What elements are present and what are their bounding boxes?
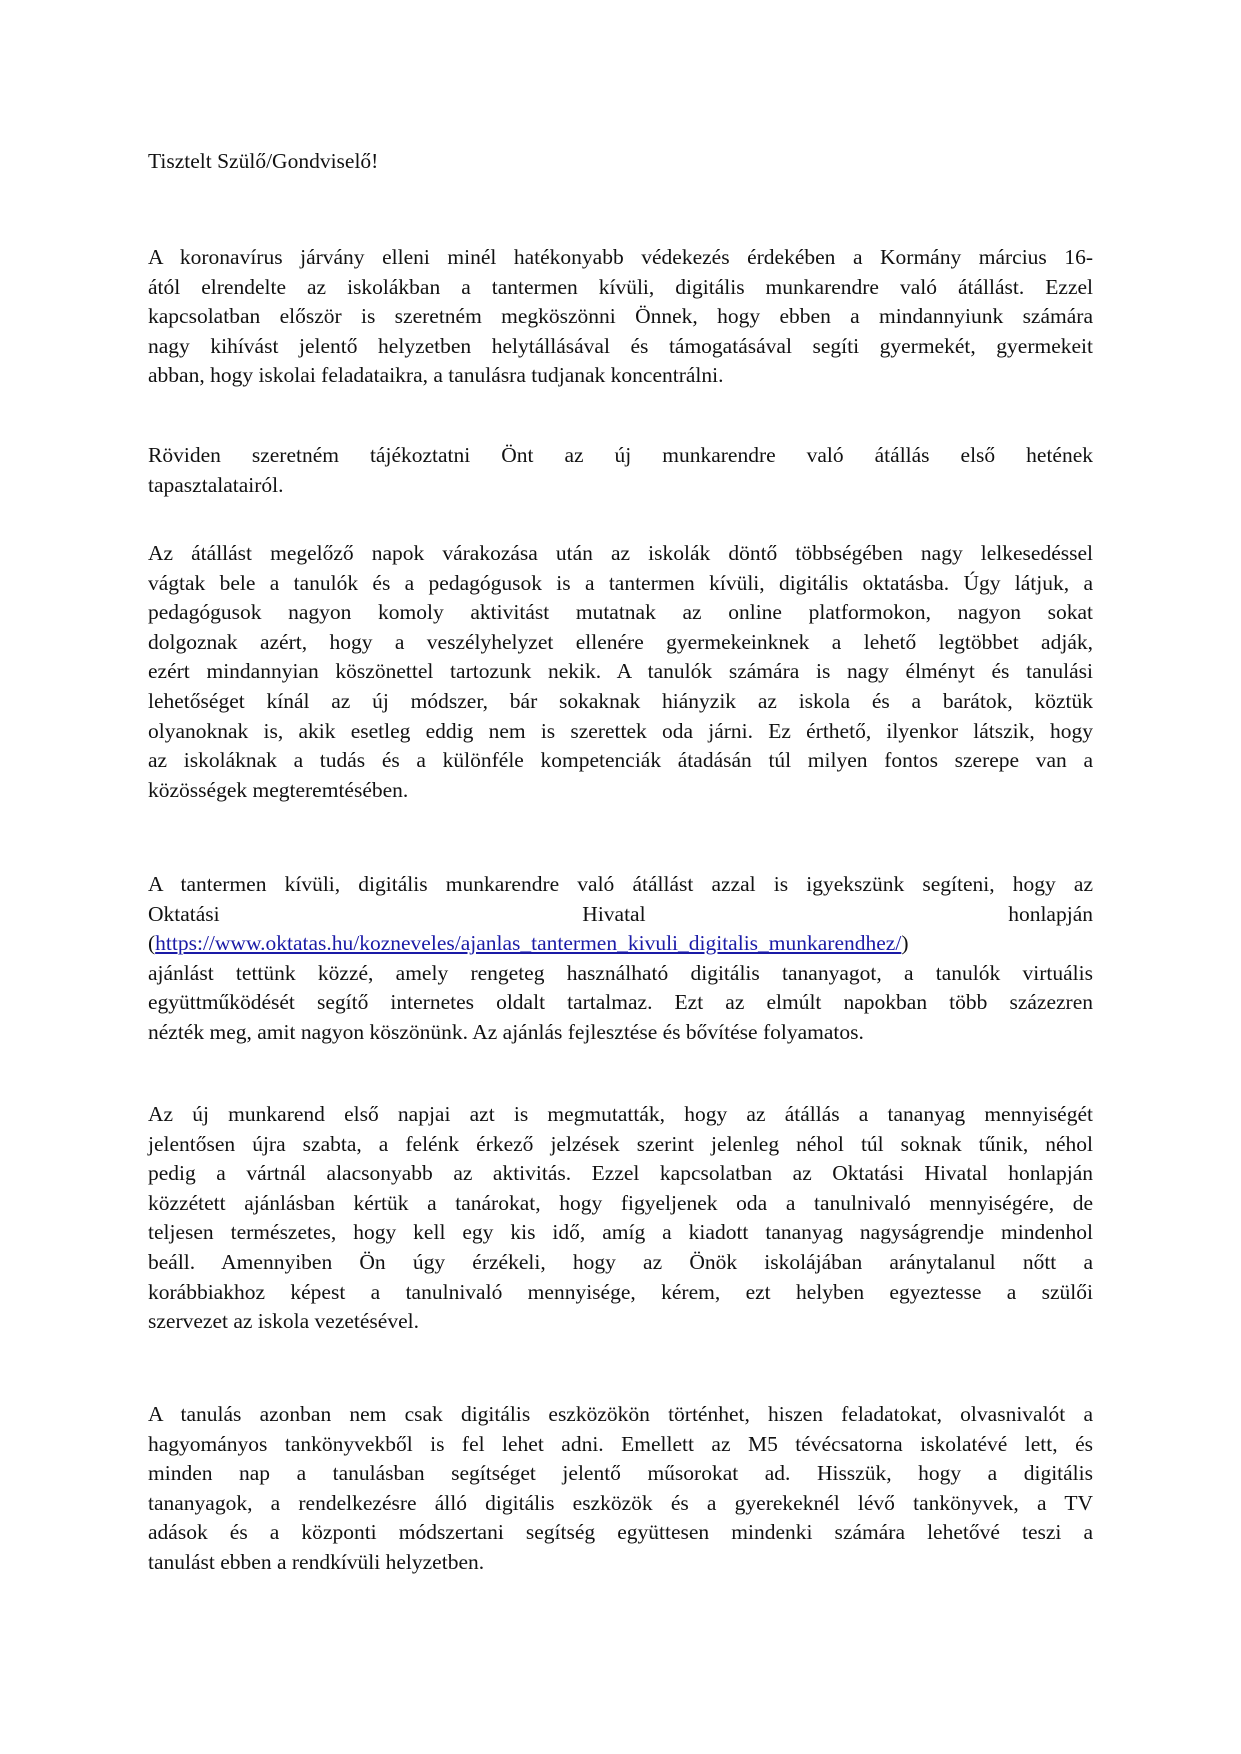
text-line: tananyagok, a rendelkezésre álló digitális eszközök és a gyerekeknél lévő tankönyvek, a TV — [148, 1490, 1093, 1515]
text-line: Röviden szeretném tájékoztatni Önt az új munkarendre való átállás első hetének — [148, 443, 1093, 467]
paragraph-5 — [148, 1100, 1093, 1337]
salutation-text: Tisztelt Szülő/Gondviselő! — [148, 149, 379, 173]
text-line: nézték meg, amit nagyon köszönünk. Az ajánlás fejlesztése és bővítése folyamatos. — [148, 1019, 864, 1044]
text-line: adások és a központi módszertani segítség együttesen mindenki számára lehetővé teszi a — [148, 1520, 1093, 1545]
text-line: A koronavírus járvány elleni minél hatékonyabb védekezés érdekében a Kormány március 16- — [148, 245, 1093, 269]
text-line: A tantermen kívüli, digitális munkarendre való átállást azzal is igyekszünk segíteni, hogy az — [148, 872, 1093, 896]
text-line: beáll. Amennyiben Ön úgy érzékeli, hogy az Önök iskolájában aránytalanul nőtt a — [148, 1249, 1093, 1274]
text-line: nagy kihívást jelentő helyzetben helytállásával és támogatásával segíti gyermekét, gyermekeit — [148, 333, 1093, 358]
text-line: vágtak bele a tanulók és a pedagógusok is a tantermen kívüli, digitális oktatásba. Úgy látjuk, a — [148, 570, 1093, 595]
text-line: ától elrendelte az iskolákban a tantermen kívüli, digitális munkarendre való átállást. Ezzel — [148, 274, 1093, 299]
text-line: minden nap a tanulásban segítséget jelentő műsorokat ad. Hisszük, hogy a digitális — [148, 1461, 1093, 1486]
salutation — [148, 147, 1093, 177]
text-line: pedagógusok nagyon komoly aktivitást mutatnak az online platformokon, nagyon sokat — [148, 600, 1093, 625]
paragraph-4 — [148, 870, 1093, 1048]
text-line: korábbiakhoz képest a tanulnivaló mennyisége, kérem, ezt helyben egyeztesse a szülői — [148, 1279, 1093, 1304]
close-paren: ) — [901, 931, 909, 956]
paragraph-1 — [148, 243, 1093, 391]
text-line: Az új munkarend első napjai azt is megmutatták, hogy az átállás a tananyag mennyiségét — [148, 1102, 1093, 1126]
text-line: kapcsolatban először is szeretném megköszönni Önnek, hogy ebben a mindannyiunk számára — [148, 304, 1093, 329]
text-line: hagyományos tankönyvekből is fel lehet adni. Emellett az M5 tévécsatorna iskolatévé lett, és — [148, 1431, 1093, 1456]
text-line: ajánlást tettünk közzé, amely rengeteg használható digitális tananyagot, a tanulók virtuális — [148, 960, 1093, 985]
text-line: együttműködését segítő internetes oldalt tartalmaz. Ezt az elmúlt napokban több százezren — [148, 990, 1093, 1015]
text-line: dolgoznak azért, hogy a veszélyhelyzet ellenére gyermekeinknek a lehető legtöbbet adják, — [148, 629, 1093, 654]
text-line: tanulást ebben a rendkívüli helyzetben. — [148, 1549, 485, 1574]
text-line: teljesen természetes, hogy kell egy kis idő, amíg a kiadott tananyag nagyságrendje mindenhol — [148, 1220, 1093, 1245]
oktatas-recommendation-link[interactable]: https://www.oktatas.hu/kozneveles/ajanlas_tantermen_kivuli_digitalis_munkarendhez/ — [155, 931, 902, 956]
text-line: az iskoláknak a tudás és a különféle kompetenciák átadásán túl milyen fontos szerepe van a — [148, 748, 1093, 773]
link-line — [148, 929, 1093, 959]
paragraph-6 — [148, 1400, 1093, 1578]
text-line: lehetőséget kínál az új módszer, bár sokaknak hiányzik az iskola és a barátok, köztük — [148, 688, 1093, 713]
open-paren: ( — [148, 931, 156, 956]
text-line: Az átállást megelőző napok várakozása után az iskolák döntő többségében nagy lelkesedéssel — [148, 541, 1093, 565]
text-line: jelentősen újra szabta, a felénk érkező jelzések szerint jelenleg néhol túl soknak tűnik, néhol — [148, 1131, 1093, 1156]
text-line: szervezet az iskola vezetésével. — [148, 1309, 419, 1334]
text-line: közösségek megteremtésében. — [148, 777, 409, 802]
text-line-spread: Oktatási Hivatal honlapján — [148, 901, 1093, 926]
paragraph-2 — [148, 441, 1093, 500]
text-line: pedig a vártnál alacsonyabb az aktivitás. Ezzel kapcsolatban az Oktatási Hivatal honlapján — [148, 1161, 1093, 1186]
text-line: abban, hogy iskolai feladataikra, a tanulásra tudjanak koncentrálni. — [148, 363, 724, 388]
text-line: tapasztalatairól. — [148, 472, 284, 497]
text-line: ezért mindannyian köszönettel tartozunk nekik. A tanulók számára is nagy élményt és tanulási — [148, 659, 1093, 684]
text-line: A tanulás azonban nem csak digitális eszközökön történhet, hiszen feladatokat, olvasnivalót a — [148, 1402, 1093, 1426]
paragraph-3 — [148, 539, 1093, 805]
text-line: közzétett ajánlásban kértük a tanárokat, hogy figyeljenek oda a tanulnivaló mennyiségére, de — [148, 1190, 1093, 1215]
text-line: olyanoknak is, akik esetleg eddig nem is szerettek oda járni. Ez érthető, ilyenkor látszik, hogy — [148, 718, 1093, 743]
